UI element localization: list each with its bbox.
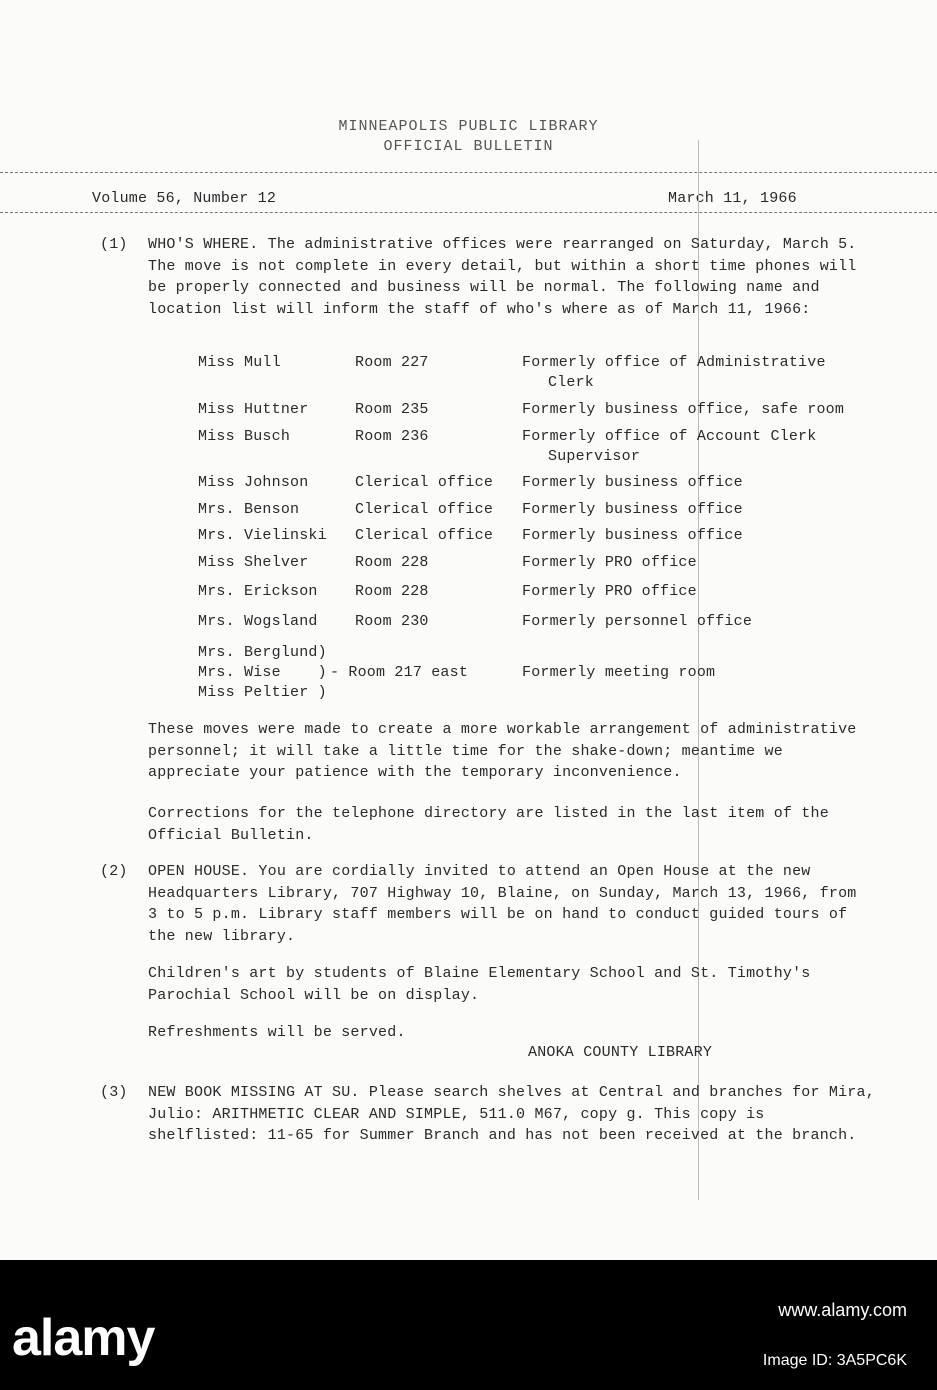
list-note: Formerly business office — [522, 527, 743, 544]
list-room: Room 228 — [355, 554, 429, 571]
list-room: Clerical office — [355, 527, 494, 544]
volume-number: Volume 56, Number 12 — [92, 190, 277, 207]
watermark-footer — [0, 1260, 937, 1390]
header-rule — [0, 212, 937, 213]
list-note-cont: Supervisor — [548, 448, 641, 465]
image-id: Image ID: 3A5PC6K — [762, 1352, 907, 1369]
bulletin-date: March 11, 1966 — [668, 190, 797, 207]
list-note: Formerly business office — [522, 474, 743, 491]
list-note-cont: Clerk — [548, 374, 595, 391]
list-note: Formerly business office, safe room — [522, 401, 845, 418]
item2-paragraph: Children's art by students of Blaine Elementary School and St. Timothy's Parochial School will be on display. — [148, 965, 811, 1004]
list-note: Formerly personnel office — [522, 613, 753, 630]
item2-paragraph: Refreshments will be served. — [148, 1024, 406, 1041]
top-rule — [0, 172, 937, 173]
list-name: Mrs. Wise ) — [198, 664, 327, 681]
list-name: Mrs. Vielinski — [198, 527, 327, 544]
list-note: Formerly PRO office — [522, 583, 697, 600]
list-name: Mrs. Erickson — [198, 583, 318, 600]
list-room: Room 236 — [355, 428, 429, 445]
list-note: Formerly meeting room — [522, 664, 716, 681]
list-note: Formerly office of Administrative — [522, 354, 826, 371]
item-number: (3) — [100, 1084, 128, 1101]
list-note: Formerly business office — [522, 501, 743, 518]
list-room: Room 235 — [355, 401, 429, 418]
item2-body: OPEN HOUSE. You are cordially invited to attend an Open House at the new Headquarters Library, 707 Highway 10, Blaine, on Sunday, March 13, 1966, from 3 to 5 p.m. Library staff members will be on hand to conduct guided tours of the new library. — [148, 863, 857, 945]
item3-body: NEW BOOK MISSING AT SU. Please search shelves at Central and branches for Mira, Julio: ARITHMETIC CLEAR AND SIMPLE, 511.0 M67, copy g. This copy is shelflisted: 11-65 for Summer Branch and has not been received at the branch. — [148, 1084, 875, 1144]
list-name: Miss Peltier ) — [198, 684, 327, 701]
list-name: Miss Shelver — [198, 554, 309, 571]
list-room: - Room 217 east — [330, 664, 469, 681]
brand-logo: alamy — [12, 1309, 155, 1367]
list-name: Miss Mull — [198, 354, 281, 371]
site-url: www.alamy.com — [778, 1300, 907, 1320]
signature: ANOKA COUNTY LIBRARY — [528, 1044, 713, 1061]
list-name: Mrs. Berglund) — [198, 644, 327, 661]
list-room: Room 227 — [355, 354, 429, 371]
item1-paragraph: These moves were made to create a more workable arrangement of administrative personnel; it will take a little time for the shake-down; meantime we appreciate your patience with the temporary inconvenience. — [148, 721, 857, 781]
list-room: Clerical office — [355, 474, 494, 491]
item1-body: WHO'S WHERE. The administrative offices were rearranged on Saturday, March 5. The move is not complete in every detail, but within a short time phones will be properly connected and business will be normal. The following name and location list will inform the staff of who's where as of March 11, 1966: — [148, 236, 857, 318]
library-name: MINNEAPOLIS PUBLIC LIBRARY — [338, 118, 599, 135]
list-room: Room 228 — [355, 583, 429, 600]
list-name: Miss Johnson — [198, 474, 309, 491]
bulletin-title: OFFICIAL BULLETIN — [383, 138, 554, 155]
list-name: Mrs. Wogsland — [198, 613, 318, 630]
list-name: Miss Busch — [198, 428, 291, 445]
list-name: Mrs. Benson — [198, 501, 300, 518]
item-number: (1) — [100, 236, 128, 253]
list-room: Clerical office — [355, 501, 494, 518]
list-room: Room 230 — [355, 613, 429, 630]
item1-paragraph: Corrections for the telephone directory are listed in the last item of the Official Bulletin. — [148, 805, 829, 844]
item-number: (2) — [100, 863, 128, 880]
list-note: Formerly office of Account Clerk — [522, 428, 817, 445]
list-name: Miss Huttner — [198, 401, 309, 418]
list-note: Formerly PRO office — [522, 554, 697, 571]
